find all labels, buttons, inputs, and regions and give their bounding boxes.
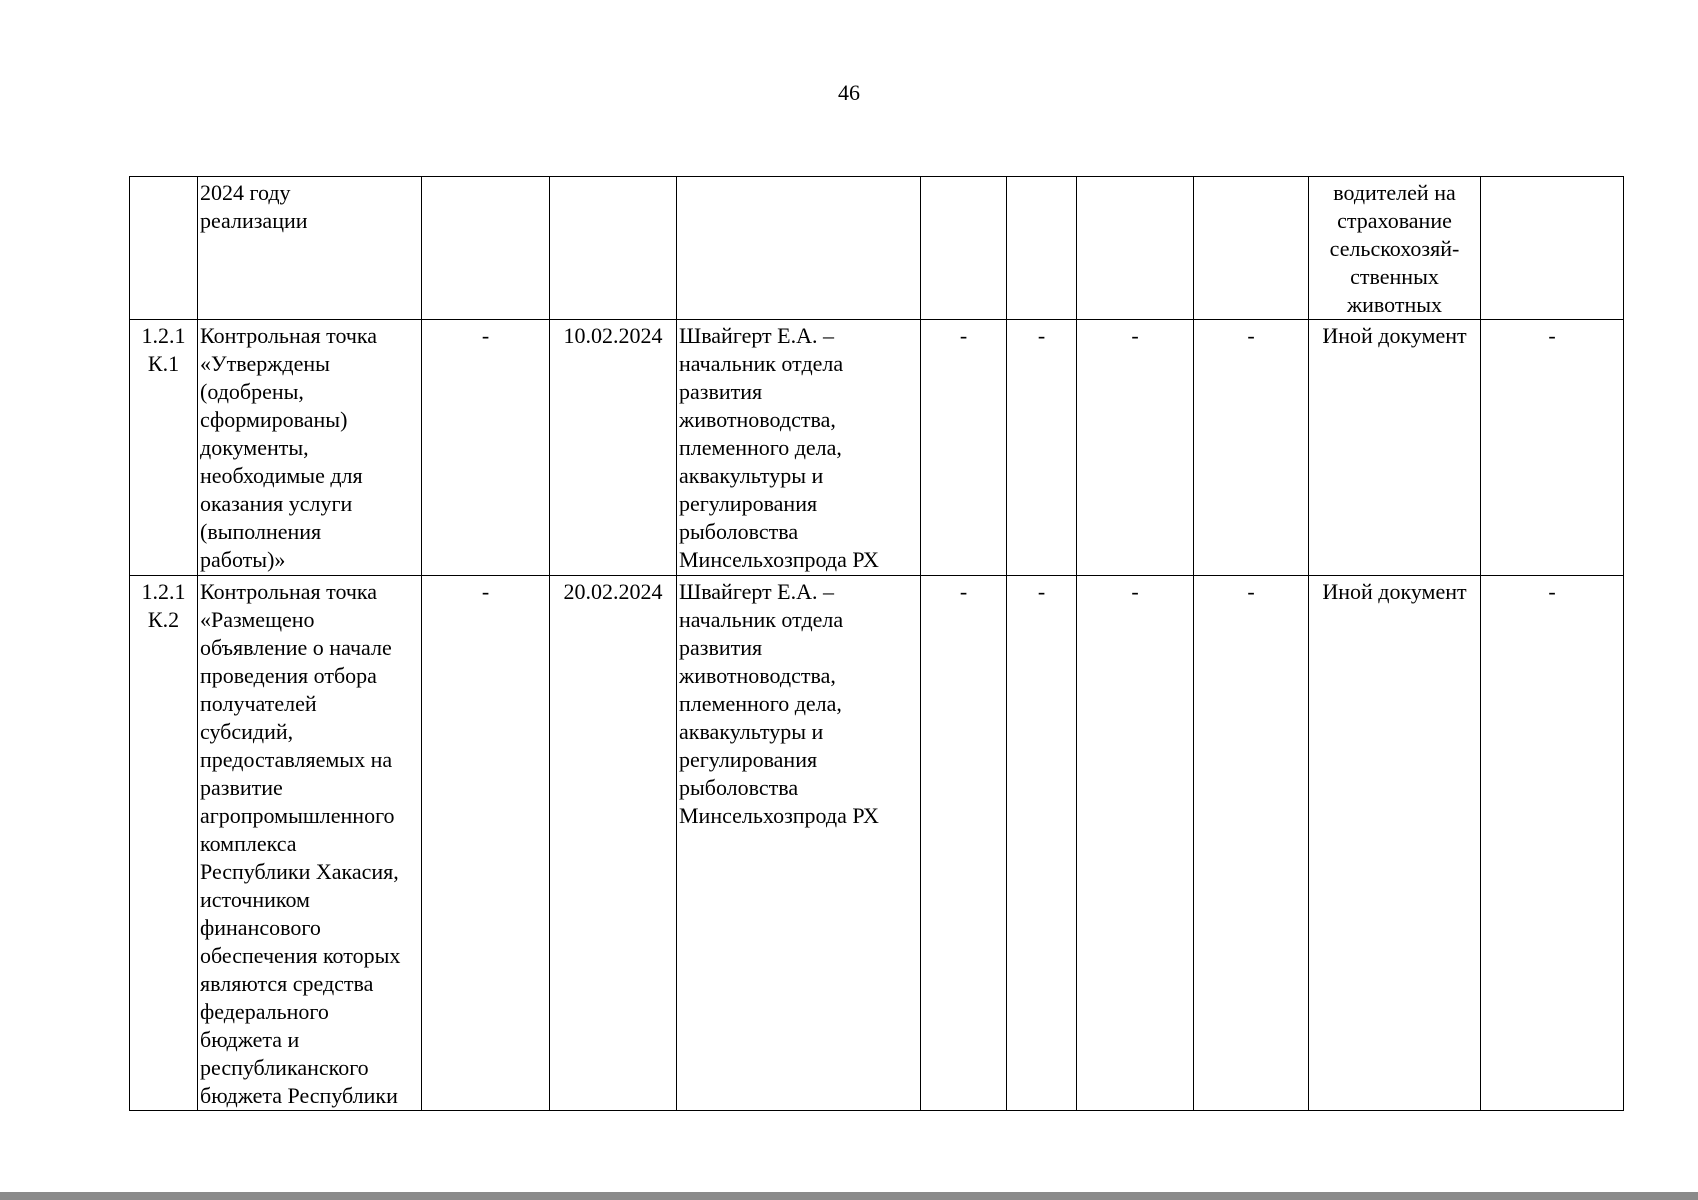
- document-type-cell: Иной документ: [1309, 576, 1481, 1111]
- event-name-cell: Контрольная точка «Утверждены (одобрены, сформированы) документы, необходимые для оказания услуги (выполнения работы)»: [198, 320, 422, 576]
- document-type-cell: Иной документ: [1309, 320, 1481, 576]
- event-name-cell: 2024 году реализации: [198, 177, 422, 320]
- value-cell: -: [1194, 576, 1309, 1111]
- value-cell: -: [1007, 576, 1077, 1111]
- value-cell: -: [921, 576, 1007, 1111]
- value-cell: -: [422, 320, 550, 576]
- value-cell: -: [422, 576, 550, 1111]
- date-cell: 10.02.2024: [550, 320, 677, 576]
- value-cell: -: [1481, 320, 1624, 576]
- page-number: 46: [838, 80, 860, 105]
- table-row: [130, 177, 1624, 320]
- table-row: [130, 576, 1624, 1111]
- value-cell: [921, 177, 1007, 320]
- event-name-cell: Контрольная точка «Размещено объявление о начале проведения отбора получателей субсидий, предоставляемых на развитие агропромышленного комплекса Республики Хакасия, источником финансового обеспечения которых являются средства федерального бюджета и республиканского бюджета Республики: [198, 576, 422, 1111]
- date-cell: 20.02.2024: [550, 576, 677, 1111]
- value-cell: -: [1481, 576, 1624, 1111]
- value-cell: [422, 177, 550, 320]
- value-cell: [1007, 177, 1077, 320]
- responsible-cell: Швайгерт Е.А. – начальник отдела развития животноводства, племенного дела, аквакультуры и регулирования рыболовства Минсельхозпрода РХ: [677, 320, 921, 576]
- value-cell: [1077, 177, 1194, 320]
- scan-bottom-edge: [0, 1192, 1698, 1200]
- table-row: [130, 320, 1624, 576]
- row-number-cell: [130, 177, 198, 320]
- value-cell: [1194, 177, 1309, 320]
- value-cell: -: [1194, 320, 1309, 576]
- row-number-cell: 1.2.1 К.1: [130, 320, 198, 576]
- row-number-cell: 1.2.1 К.2: [130, 576, 198, 1111]
- value-cell: -: [1077, 576, 1194, 1111]
- date-cell: [550, 177, 677, 320]
- schedule-table: [129, 176, 1624, 1111]
- value-cell: -: [1007, 320, 1077, 576]
- responsible-cell: Швайгерт Е.А. – начальник отдела развития животноводства, племенного дела, аквакультуры и регулирования рыболовства Минсельхозпрода РХ: [677, 576, 921, 1111]
- value-cell: [1481, 177, 1624, 320]
- document-type-cell: водителей на страхование сельскохозяй- ственных животных: [1309, 177, 1481, 320]
- value-cell: -: [1077, 320, 1194, 576]
- responsible-cell: [677, 177, 921, 320]
- value-cell: -: [921, 320, 1007, 576]
